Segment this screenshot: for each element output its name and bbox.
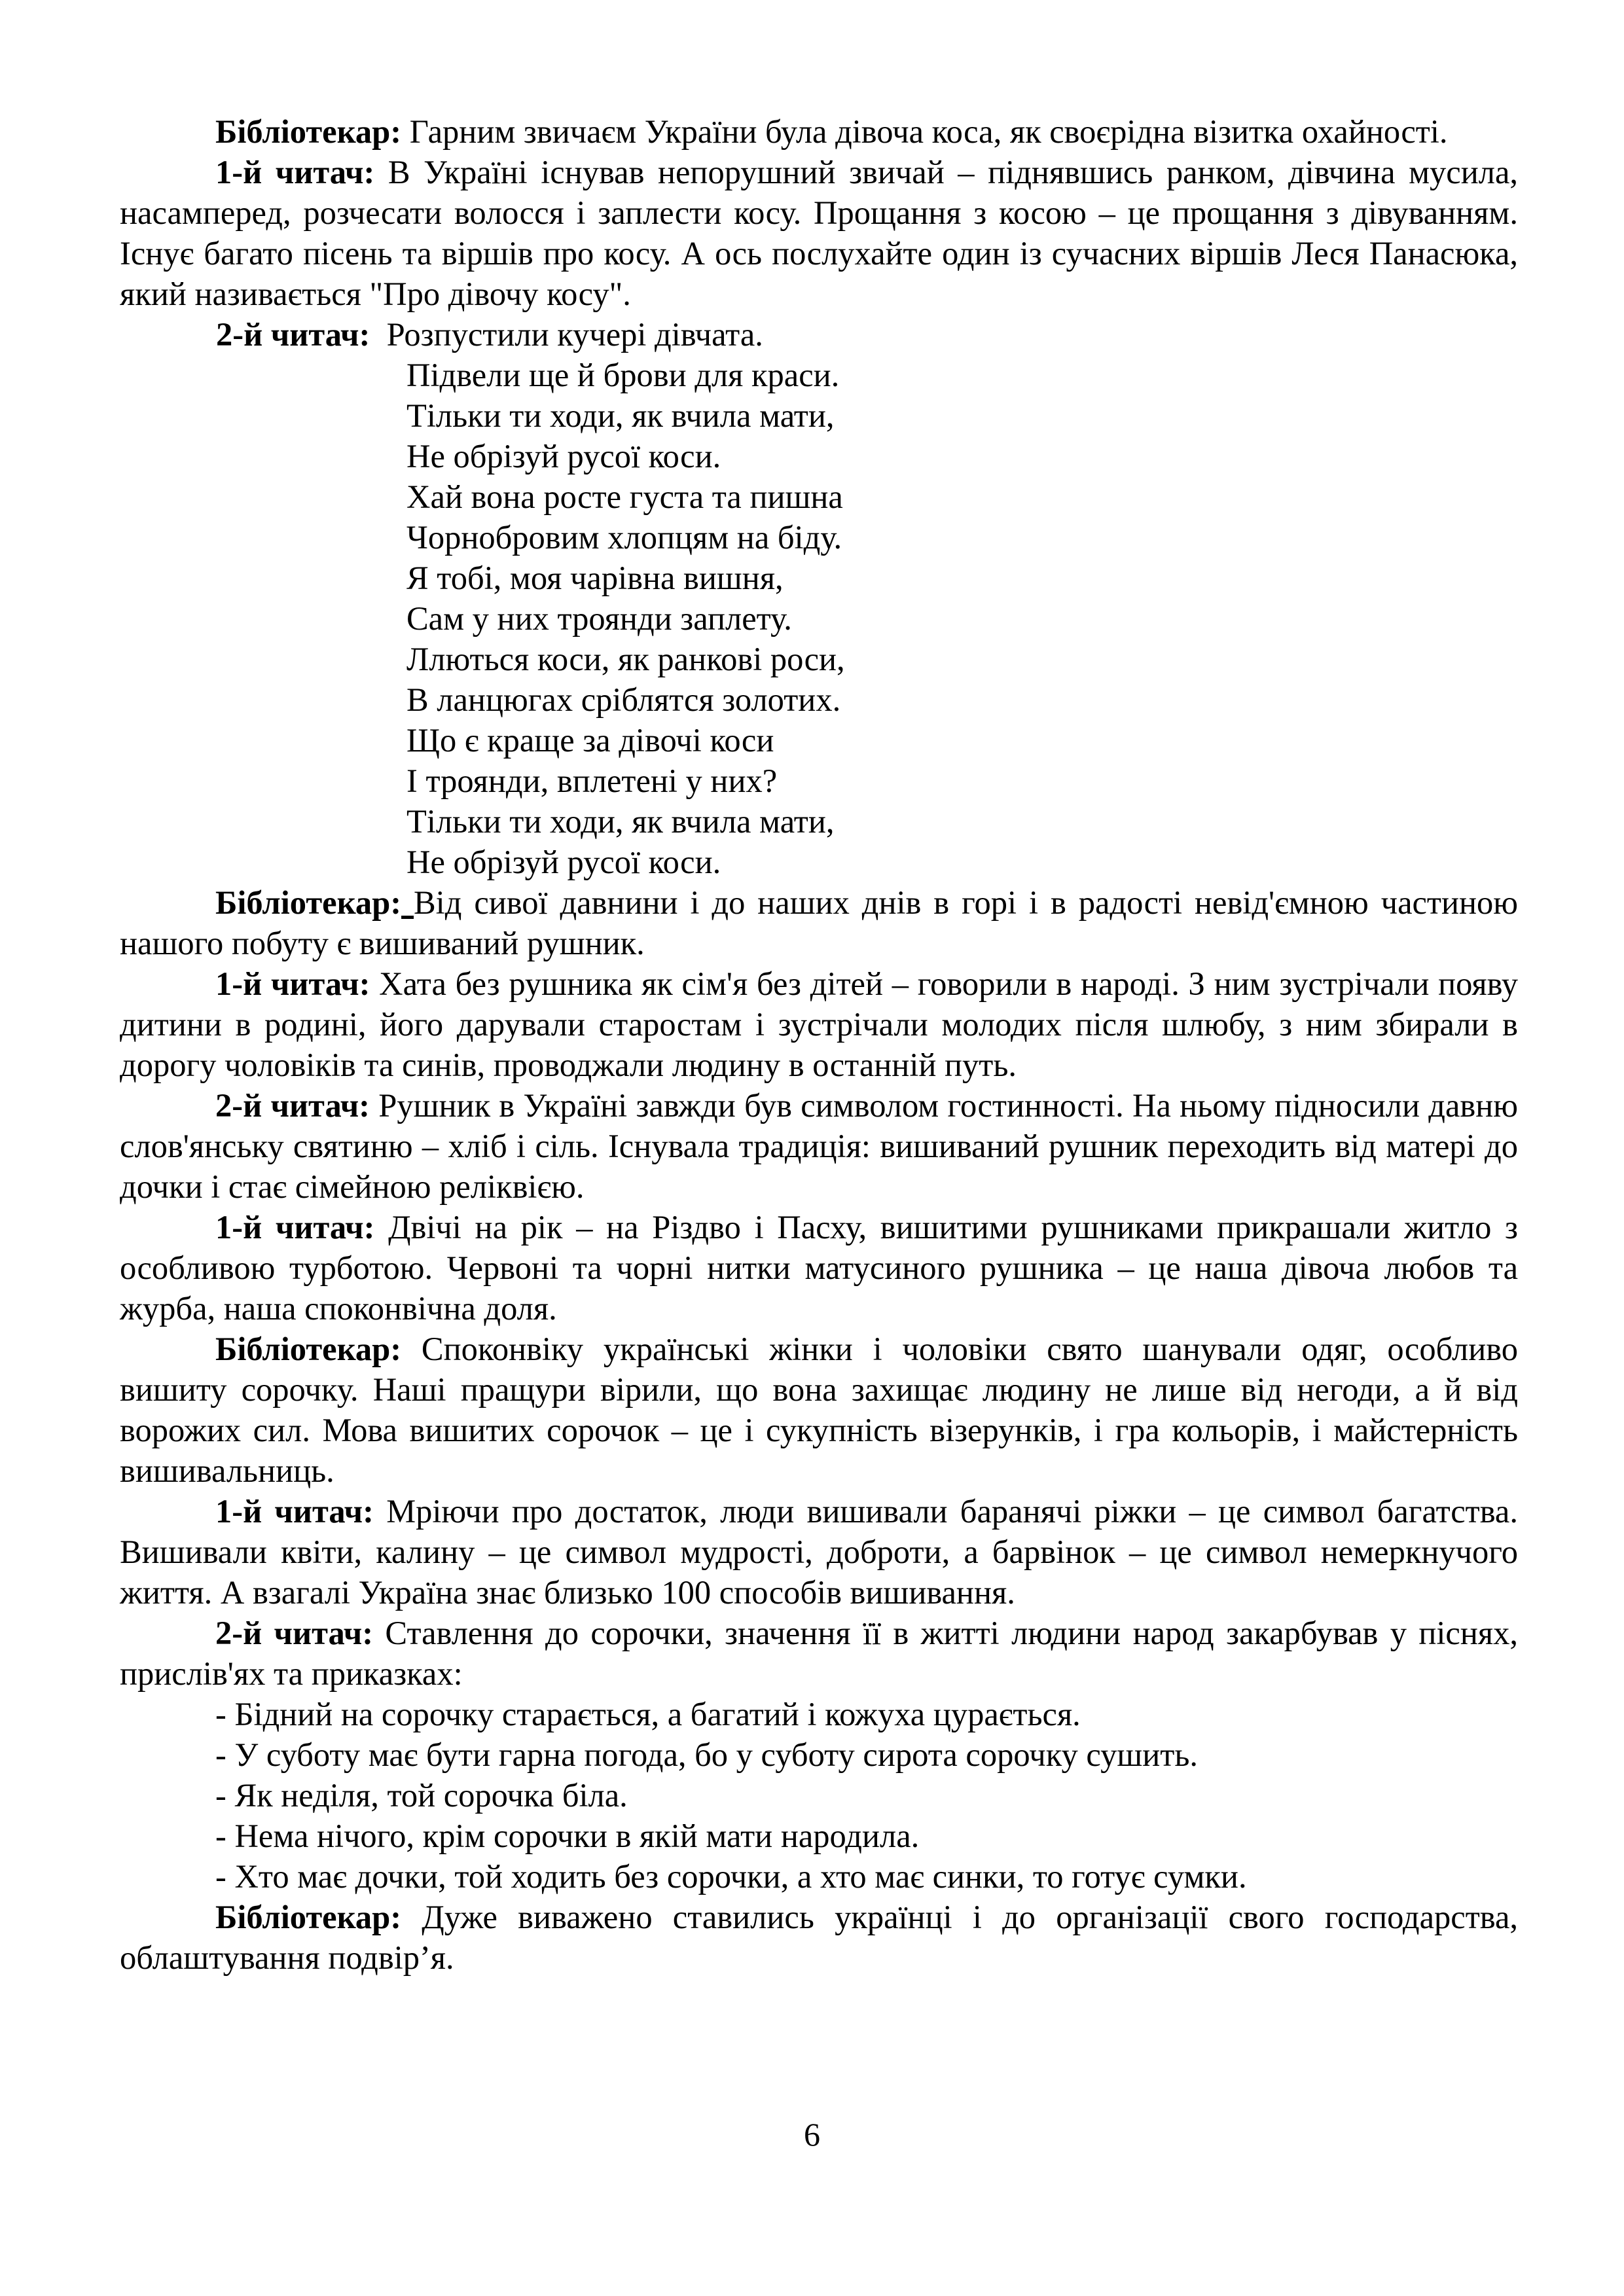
- poem-line: Сам у них троянди заплету.: [406, 600, 792, 637]
- paragraph-text: Споконвіку українські жінки і чоловіки свято шанували одяг, особливо вишиту сорочку. Наші пращури вірили, що вона захищає людину не лише від негоди, а й від ворожих сил. Мова вишитих сорочок – це і сукупність візерунків, і гра кольорів, і майстерність вишивальниць.: [120, 1331, 1518, 1489]
- speaker-label: 1-й читач:: [215, 965, 370, 1002]
- speaker-label: 1-й читач:: [215, 154, 375, 190]
- paragraph: [120, 111, 1518, 152]
- paragraph: [120, 963, 1518, 1085]
- poem-line: Чорнобровим хлопцям на біду.: [406, 519, 842, 556]
- speaker-label: 1-й читач:: [215, 1493, 374, 1530]
- paragraph: [120, 1897, 1518, 1978]
- paragraph-text: Рушник в Україні завжди був символом гостинності. На ньому підносили давню слов'янську святиню – хліб і сіль. Існувала традиція: вишиваний рушник переходить від матері до дочки і стає сімейною реліквією.: [120, 1087, 1518, 1205]
- poem-line: Ллються коси, як ранкові роси,: [406, 641, 845, 677]
- speaker-label: 2-й читач:: [215, 1615, 374, 1651]
- proverb-item: - У суботу має бути гарна погода, бо у суботу сирота сорочку сушить.: [215, 1736, 1199, 1773]
- paragraph: [120, 152, 1518, 314]
- page-body: [120, 111, 1518, 1978]
- poem-line: Розпустили кучері дівчата.: [386, 316, 763, 353]
- poem-line: Не обрізуй русої коси.: [406, 438, 721, 475]
- paragraph-text: Мріючи про достаток, люди вишивали баранячі ріжки – це символ багатства. Вишивали квіти, калину – це символ мудрості, доброти, а барвінок – це символ немеркнучого життя. А взагалі Україна знає близько 100 способів вишивання.: [120, 1493, 1518, 1611]
- poem-first-line: [216, 314, 1518, 355]
- proverb-item: - Хто має дочки, той ходить без сорочки, а хто має синки, то готує сумки.: [215, 1858, 1247, 1895]
- paragraph-text: Гарним звичаєм України була дівоча коса, як своєрідна візитка охайності.: [401, 113, 1448, 150]
- speaker-label: 2-й читач:: [215, 1087, 370, 1124]
- speaker-label: Бібліотекар:: [215, 1899, 402, 1935]
- paragraph: [120, 1329, 1518, 1491]
- poem-line: Не обрізуй русої коси.: [406, 844, 721, 880]
- speaker-label: Бібліотекар:: [215, 1331, 402, 1367]
- poem: [120, 314, 1518, 882]
- paragraph: [120, 1207, 1518, 1329]
- paragraph: [120, 1085, 1518, 1207]
- speaker-label: Бібліотекар:: [215, 113, 402, 150]
- proverb-list: [120, 1694, 1518, 1897]
- poem-line: Я тобі, моя чарівна вишня,: [406, 560, 784, 596]
- page-number: 6: [804, 2116, 820, 2153]
- speaker-label: 1-й читач:: [215, 1209, 375, 1246]
- underlined-space: [401, 884, 414, 921]
- poem-line: Хай вона росте густа та пишна: [406, 478, 843, 515]
- poem-line: Тільки ти ходи, як вчила мати,: [406, 803, 835, 840]
- poem-line: В ланцюгах сріблятся золотих.: [406, 681, 841, 718]
- poem-line: Підвели ще й брови для краси.: [406, 357, 840, 393]
- paragraph: [120, 882, 1518, 963]
- paragraph-text: Дуже виважено ставились українці і до організації свого господарства, облаштування подвір’я.: [120, 1899, 1518, 1976]
- paragraph-text: Ставлення до сорочки, значення її в житті людини народ закарбував у піснях, прислів'ях та приказках:: [120, 1615, 1518, 1692]
- proverb-item: - Нема нічого, крім сорочки в якій мати народила.: [215, 1818, 920, 1854]
- speaker-label: 2-й читач:: [216, 316, 370, 353]
- proverb-item: - Як неділя, той сорочка біла.: [215, 1777, 628, 1814]
- paragraph: [120, 1491, 1518, 1613]
- poem-line: І троянди, вплетені у них?: [406, 762, 778, 799]
- paragraph-text: Хата без рушника як сім'я без дітей – говорили в народі. З ним зустрічали появу дитини в родині, його дарували старостам і зустрічали молодих після шлюбу, з ним збирали в дорогу чоловіків та синів, проводжали людину в останній путь.: [120, 965, 1518, 1083]
- paragraph-text: В Україні існував непорушний звичай – піднявшись ранком, дівчина мусила, насамперед, розчесати волосся і заплести косу. Прощання з косою – це прощання з дівуванням. Існує багато пісень та віршів про косу. А ось послухайте один із сучасних віршів Леся Панасюка, який називається "Про дівочу косу".: [120, 154, 1518, 312]
- proverb-item: - Бідний на сорочку старається, а багатий і кожуха цурається.: [215, 1696, 1081, 1732]
- speaker-label: Бібліотекар:: [215, 884, 402, 921]
- paragraph: [120, 1613, 1518, 1694]
- poem-line: Що є краще за дівочі коси: [406, 722, 774, 759]
- poem-line: Тільки ти ходи, як вчила мати,: [406, 397, 835, 434]
- paragraph-text: Двічі на рік – на Різдво і Пасху, вишитими рушниками прикрашали житло з особливою турботою. Червоні та чорні нитки матусиного рушника – це наша дівоча любов та журба, наша споконвічна доля.: [120, 1209, 1518, 1327]
- paragraph-text: Від сивої давнини і до наших днів в горі і в радості невід'ємною частиною нашого побуту є вишиваний рушник.: [120, 884, 1518, 961]
